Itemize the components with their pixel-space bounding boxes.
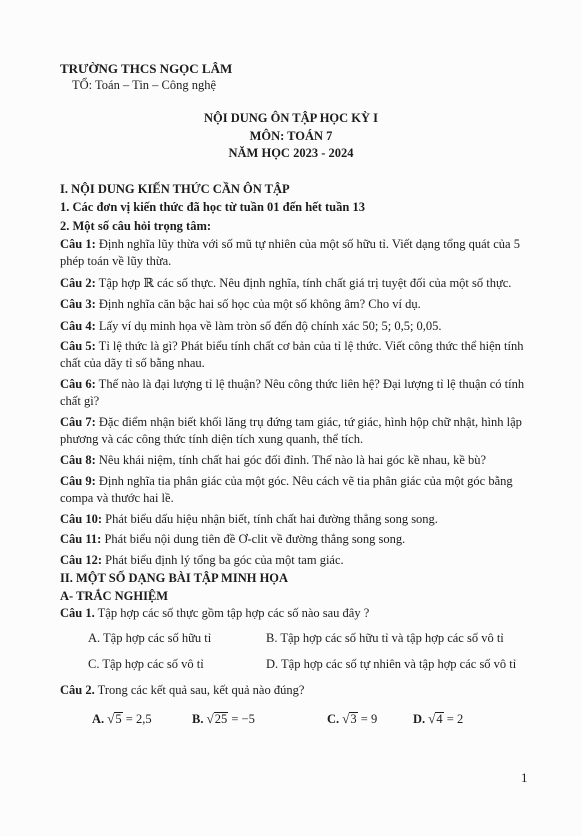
radicand: 25 bbox=[214, 712, 228, 726]
question-text: Tỉ lệ thức là gì? Phát biểu tính chất cơ bản của tỉ lệ thức. Viết công thức thể hiện tính chất của dãy tỉ số bằng nhau. bbox=[60, 339, 524, 370]
option-result: = −5 bbox=[231, 712, 255, 726]
question-text: Lấy ví dụ minh họa về làm tròn số đến độ chính xác 50; 5; 0,5; 0,05. bbox=[95, 319, 442, 333]
question-label: Câu 8: bbox=[60, 453, 96, 467]
question-12 bbox=[60, 552, 538, 569]
question-5 bbox=[60, 338, 538, 372]
sqrt-sign: √ bbox=[107, 711, 115, 726]
question-label: Câu 10: bbox=[60, 512, 103, 526]
radicand: 5 bbox=[115, 712, 122, 726]
radicand: 4 bbox=[436, 712, 443, 726]
mc1-option-d: D. Tập hợp các số tự nhiên và tập hợp các số vô tỉ bbox=[266, 657, 517, 671]
question-text: Định nghĩa căn bậc hai số học của một số không âm? Cho ví dụ. bbox=[95, 297, 421, 311]
question-3 bbox=[60, 296, 538, 313]
question-11 bbox=[60, 531, 538, 548]
section-2-heading: II. MỘT SỐ DẠNG BÀI TẬP MINH HỌA bbox=[60, 571, 289, 585]
sqrt-sign: √ bbox=[342, 711, 350, 726]
question-text: Trong các kết quả sau, kết quả nào đúng? bbox=[94, 683, 305, 697]
question-label: Câu 12: bbox=[60, 553, 103, 567]
question-label: Câu 6: bbox=[60, 377, 96, 391]
question-8 bbox=[60, 452, 538, 469]
question-label: Câu 1. bbox=[60, 606, 95, 620]
question-4 bbox=[60, 318, 538, 335]
question-label: Câu 11: bbox=[60, 532, 102, 546]
subject-title: MÔN: TOÁN 7 bbox=[249, 129, 333, 143]
question-label: Câu 9: bbox=[60, 474, 96, 488]
page-number: 1 bbox=[521, 770, 528, 785]
option-result: = 2,5 bbox=[125, 712, 152, 726]
option-label: C. bbox=[327, 712, 340, 726]
question-label: Câu 1: bbox=[60, 237, 96, 251]
radicand: 3 bbox=[350, 712, 357, 726]
option-label: D. bbox=[413, 712, 426, 726]
option-label: A. bbox=[92, 712, 105, 726]
question-9 bbox=[60, 473, 538, 507]
mc2-option-c bbox=[327, 711, 377, 727]
section-1-item-1: 1. Các đơn vị kiến thức đã học từ tuần 01 đến hết tuần 13 bbox=[60, 200, 365, 214]
question-label: Câu 4: bbox=[60, 319, 96, 333]
question-text: Tập hợp ℝ các số thực. Nêu định nghĩa, tính chất giá trị tuyệt đối của một số thực. bbox=[95, 276, 512, 290]
sqrt-sign: √ bbox=[206, 711, 214, 726]
option-label: B. bbox=[192, 712, 204, 726]
question-label: Câu 3: bbox=[60, 297, 96, 311]
option-result: = 9 bbox=[360, 712, 378, 726]
document-title: NỘI DUNG ÔN TẬP HỌC KỲ I bbox=[203, 111, 379, 125]
mc2-option-d bbox=[413, 711, 463, 727]
question-2 bbox=[60, 275, 538, 292]
mc1-option-a: A. Tập hợp các số hữu tỉ bbox=[88, 631, 212, 645]
question-text: Phát biểu định lý tổng ba góc của một tam giác. bbox=[102, 553, 344, 567]
question-10 bbox=[60, 511, 538, 528]
question-text: Tập hợp các số thực gồm tập hợp các số nào sau đây ? bbox=[94, 606, 370, 620]
question-label: Câu 2. bbox=[60, 683, 95, 697]
sqrt-sign: √ bbox=[428, 711, 436, 726]
question-text: Phát biểu dấu hiệu nhận biết, tính chất hai đường thẳng song song. bbox=[102, 512, 438, 526]
question-text: Thế nào là đại lượng tỉ lệ thuận? Nêu công thức liên hệ? Đại lượng tỉ lệ thuận có tính chất gì? bbox=[60, 377, 525, 408]
mc-question-2 bbox=[60, 682, 538, 699]
mc2-option-a bbox=[92, 711, 152, 727]
question-text: Nêu khái niệm, tính chất hai góc đối đỉnh. Thế nào là hai góc kề nhau, kề bù? bbox=[95, 453, 487, 467]
question-text: Phát biểu nội dung tiên đề Ơ-clit về đường thẳng song song. bbox=[101, 532, 406, 546]
multiple-choice-heading: A- TRẮC NGHIỆM bbox=[60, 589, 169, 603]
department-name: TỔ: Toán – Tin – Công nghệ bbox=[72, 78, 217, 92]
mc1-option-c: C. Tập hợp các số vô tỉ bbox=[88, 657, 204, 671]
section-1-item-2: 2. Một số câu hỏi trọng tâm: bbox=[60, 219, 212, 233]
question-1 bbox=[60, 236, 538, 270]
school-year: NĂM HỌC 2023 - 2024 bbox=[228, 146, 354, 160]
question-text: Định nghĩa lũy thừa với số mũ tự nhiên của một số hữu tỉ. Viết dạng tổng quát của 5 phép toán về lũy thừa. bbox=[60, 237, 520, 268]
option-result: = 2 bbox=[446, 712, 464, 726]
question-label: Câu 5: bbox=[60, 339, 96, 353]
question-label: Câu 2: bbox=[60, 276, 96, 290]
mc-question-1 bbox=[60, 605, 538, 622]
question-text: Định nghĩa tia phân giác của một góc. Nêu cách vẽ tia phân giác của một góc bằng compa và thước hai lề. bbox=[60, 474, 513, 505]
section-1-heading: I. NỘI DUNG KIẾN THỨC CẦN ÔN TẬP bbox=[60, 182, 290, 196]
school-name: TRƯỜNG THCS NGỌC LÂM bbox=[60, 61, 233, 76]
question-text: Đặc điểm nhận biết khối lăng trụ đứng tam giác, tứ giác, hình hộp chữ nhật, hình lập phương và các công thức tính diện tích xung quanh, thể tích. bbox=[60, 415, 522, 446]
question-6 bbox=[60, 376, 538, 410]
mc2-option-b bbox=[192, 711, 255, 727]
question-label: Câu 7: bbox=[60, 415, 96, 429]
mc1-option-b: B. Tập hợp các số hữu tỉ và tập hợp các số vô tỉ bbox=[266, 631, 504, 645]
question-7 bbox=[60, 414, 538, 448]
